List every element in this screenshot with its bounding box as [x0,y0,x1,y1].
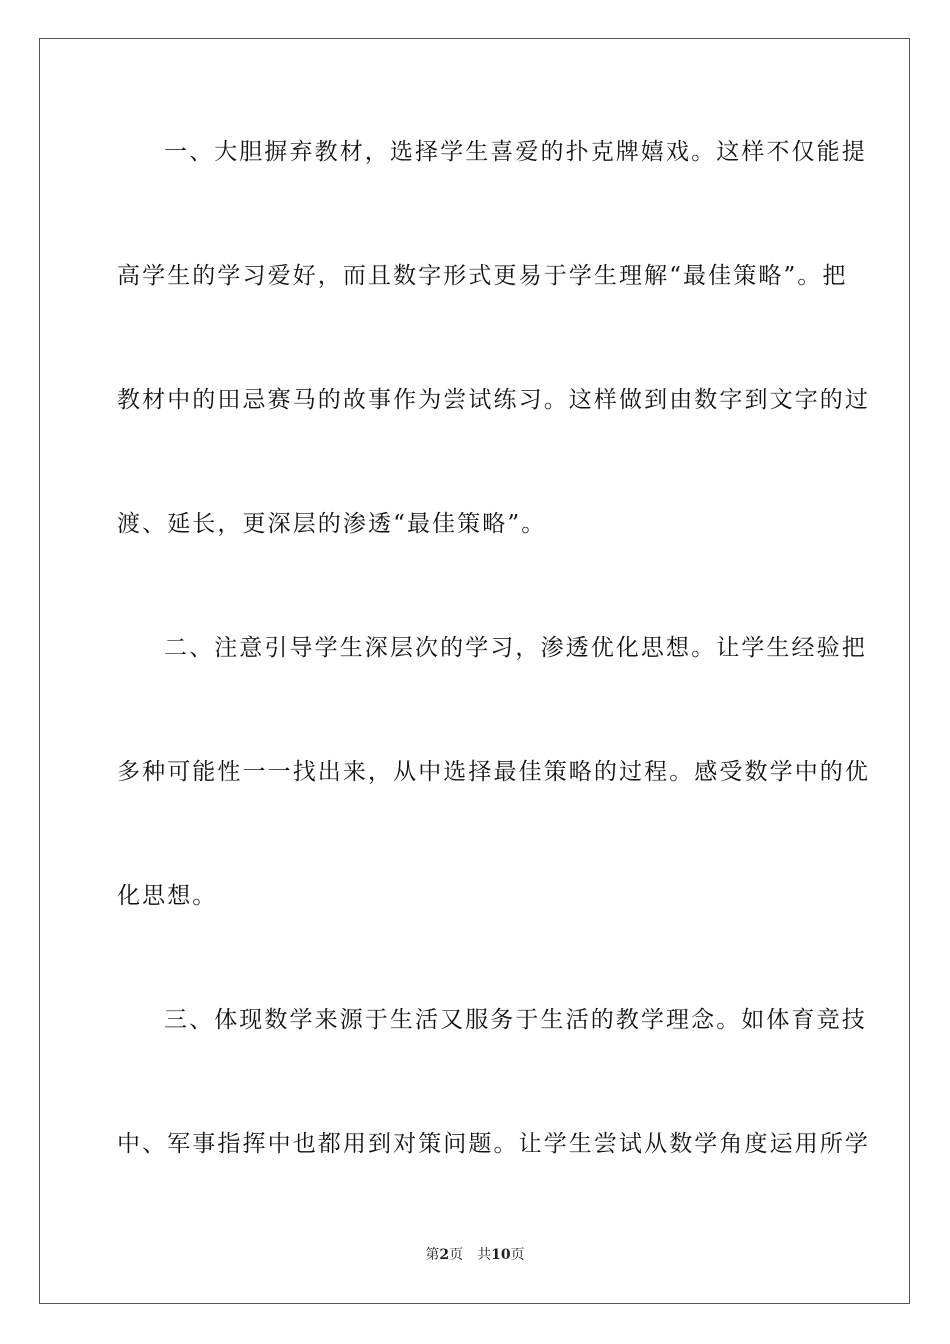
page-footer [0,1245,950,1265]
paragraph-1-line-2: 高学生的学习爱好，而且数字形式更易于学生理解“最佳策略”。把 [117,263,848,289]
total-prefix: 共 [477,1247,492,1263]
page-border [39,38,910,1304]
paragraph-2-line-2: 多种可能性一一找出来，从中选择最佳策略的过程。感受数学中的优 [117,759,870,785]
paragraph-2-line-3: 化思想。 [117,883,218,909]
paragraph-1-line-3: 教材中的田忌赛马的故事作为尝试练习。这样做到由数字到文字的过 [117,387,870,413]
paragraph-1-line-4: 渡、延长，更深层的渗透“最佳策略”。 [117,511,547,537]
page-suffix: 页 [449,1247,464,1263]
paragraph-3-line-2: 中、军事指挥中也都用到对策问题。让学生尝试从数学角度运用所学 [117,1131,870,1157]
paragraph-2-line-1: 二、注意引导学生深层次的学习，渗透优化思想。让学生经验把 [164,635,867,661]
current-page-number: 2 [439,1247,450,1263]
page-prefix: 第 [425,1247,440,1263]
total-page-count: 10 [491,1247,511,1263]
paragraph-3-line-1: 三、体现数学来源于生活又服务于生活的教学理念。如体育竞技 [164,1007,867,1033]
total-suffix: 页 [510,1247,525,1263]
paragraph-1-line-1: 一、大胆摒弃教材，选择学生喜爱的扑克牌嬉戏。这样不仅能提 [164,139,867,165]
